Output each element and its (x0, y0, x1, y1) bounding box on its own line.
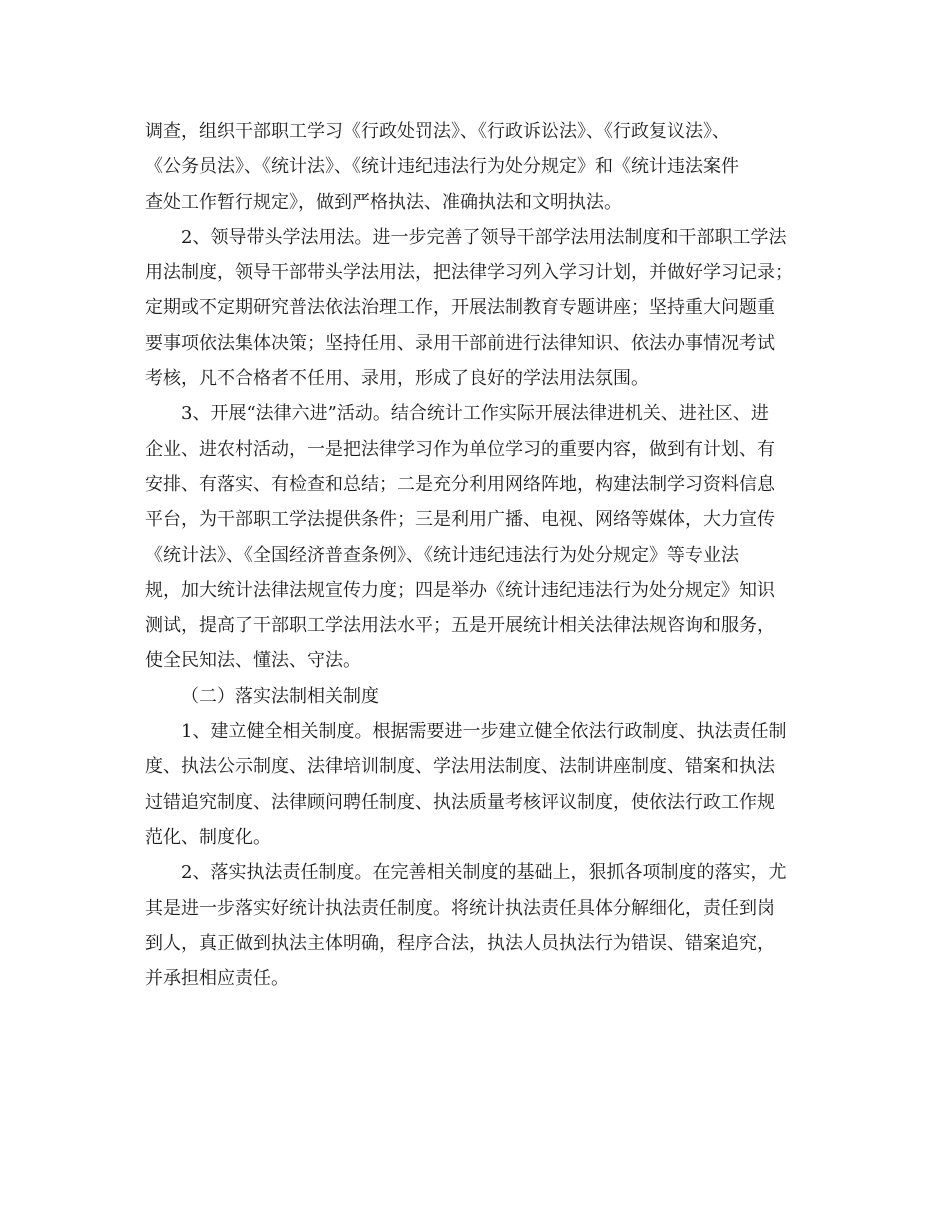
text-line: 查处工作暂行规定》，做到严格执法、准确执法和文明执法。 (145, 191, 622, 213)
text-line: 调查，组织干部职工学习《行政处罚法》、《行政诉讼法》、《行政复议法》、 (145, 121, 730, 142)
text-line: 其是进一步落实好统计执法责任制度。将统计执法责任具体分解细化，责任到岗 (145, 897, 775, 919)
text-line: 规，加大统计法律法规宣传力度；四是举办《统计违纪违法行为处分规定》知识 (145, 579, 775, 601)
paragraph-start-line: 2、落实执法责任制度。在完善相关制度的基础上，狠抓各项制度的落实，尤 (181, 862, 787, 884)
text-line: 要事项依法集体决策；坚持任用、录用干部前进行法律知识、依法办事情况考试 (145, 332, 775, 354)
text-line: 企业、进农村活动，一是把法律学习作为单位学习的重要内容，做到有计划、有 (145, 438, 775, 460)
text-line: 用法制度，领导干部带头学法用法，把法律学习列入学习计划，并做好学习记录； (145, 262, 793, 284)
text-line: 安排、有落实、有检查和总结；二是充分利用网络阵地，构建法制学习资料信息 (145, 473, 775, 495)
text-line: 《公务员法》、《统计法》、《统计违纪违法行为处分规定》和《统计违法案件 (145, 156, 739, 178)
text-line: 并承担相应责任。 (145, 968, 289, 990)
section-heading: （二）落实法制相关制度 (181, 685, 379, 707)
text-line: 到人，真正做到执法主体明确，程序合法，执法人员执法行为错误、错案追究， (145, 932, 775, 954)
text-line: 使全民知法、懂法、守法。 (145, 650, 361, 672)
text-line: 《统计法》、《全国经济普查条例》、《统计违纪违法行为处分规定》等专业法 (145, 544, 739, 566)
paragraph-start-line: 2、领导带头学法用法。进一步完善了领导干部学法用法制度和干部职工学法 (181, 226, 787, 248)
text-line: 定期或不定期研究普法依法治理工作，开展法制教育专题讲座；坚持重大问题重 (145, 297, 775, 319)
text-line: 范化、制度化。 (145, 826, 271, 848)
text-line: 考核，凡不合格者不任用、录用，形成了良好的学法用法氛围。 (145, 368, 649, 390)
paragraph-start-line: 3、开展“法律六进”活动。结合统计工作实际开展法律进机关、进社区、进 (181, 403, 769, 425)
paragraph-start-line: 1、建立健全相关制度。根据需要进一步建立健全依法行政制度、执法责任制 (181, 721, 787, 743)
text-line: 过错追究制度、法律顾问聘任制度、执法质量考核评议制度，使依法行政工作规 (145, 791, 775, 813)
text-line: 测试，提高了干部职工学法用法水平；五是开展统计相关法律法规咨询和服务， (145, 615, 775, 637)
text-line: 度、执法公示制度、法律培训制度、学法用法制度、法制讲座制度、错案和执法 (145, 756, 775, 778)
document-body (145, 114, 810, 996)
text-line: 平台，为干部职工学法提供条件；三是利用广播、电视、网络等媒体，大力宣传 (145, 509, 775, 531)
